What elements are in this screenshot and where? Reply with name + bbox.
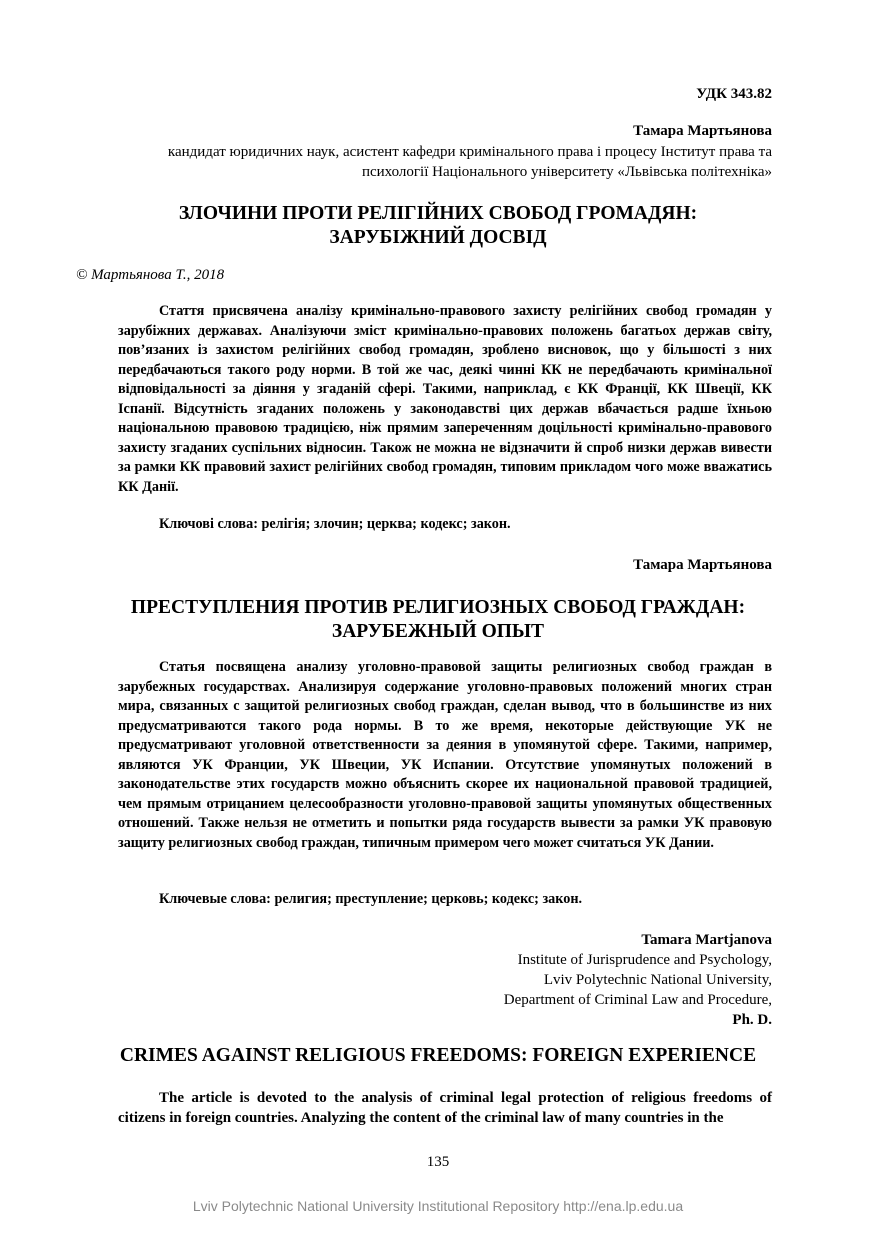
page-number: 135 [426, 1154, 450, 1170]
author-name-en: Tamara Martjanova [641, 932, 772, 948]
title-line: ЗАРУБЕЖНЫЙ ОПЫТ [331, 621, 545, 642]
author-name-ru: Тамара Мартьянова [633, 557, 772, 573]
keywords-ru: Ключевые слова: религия; преступление; церковь; кодекс; закон. [159, 891, 583, 907]
abstract-ua: Стаття присвячена аналізу кримінально-правового захисту релігійних свобод громадян у зарубіжних державах. Аналізуючи зміст кримінально-правових положень багатьох держав світу, пов’язаних із захистом релігійних свобод громадян, зроблено висновок, що у більшості з них передбачаються такого роду норми. В той же час, деякі чинні КК не передбачають кримінальної відповідальності за діяння у згаданій сфері. Такими, наприклад, є КК Франції, КК Швеції, КК Іспанії. Відсутність згаданих положень у законодавстві цих держав вбачається радше їхньою національною правовою традицією, ніж прямим запереченням доцільності кримінально-правового захисту згаданих суспільних відносин. Також не можна не відзначити й спроб низки держав вивести за рамки КК правовий захист релігійних свобод громадян, типовим прикладом чого може вважатись КК Данії. [118, 303, 772, 495]
repository-footer: Lviv Polytechnic National University Institutional Repository http://ena.lp.edu.ua [192, 1198, 684, 1214]
title-line: ПРЕСТУПЛЕНИЯ ПРОТИВ РЕЛИГИОЗНЫХ СВОБОД ГРАЖДАН: [130, 597, 746, 618]
copyright-note: © Мартьянова Т., 2018 [76, 267, 225, 283]
article-title-en: CRIMES AGAINST RELIGIOUS FREEDOMS: FOREIGN EXPERIENCE [119, 1045, 757, 1066]
keywords-ua: Ключові слова: релігія; злочин; церква; кодекс; закон. [159, 516, 511, 532]
title-line: ЗАРУБІЖНИЙ ДОСВІД [329, 227, 547, 248]
affiliation-line: Lviv Polytechnic National University, [543, 972, 772, 988]
affiliation-line: психології Національного університету «Львівська політехніка» [361, 164, 772, 180]
title-line: ЗЛОЧИНИ ПРОТИ РЕЛІГІЙНИХ СВОБОД ГРОМАДЯН: [178, 203, 698, 224]
author-name-ua: Тамара Мартьянова [633, 123, 772, 139]
abstract-en: The article is devoted to the analysis of criminal legal protection of religious freedoms of citizens in foreign countries. Analyzing the content of the criminal law of many countries in the [118, 1090, 772, 1126]
author-block-en [400, 930, 772, 1030]
affiliation-line: Department of Criminal Law and Procedure, [503, 992, 772, 1008]
author-degree: Ph. D. [732, 1012, 772, 1028]
author-affiliation-ua [80, 142, 772, 182]
udk-code: УДК 343.82 [696, 86, 772, 102]
article-title-ua [80, 202, 796, 250]
abstract-ru: Статья посвящена анализу уголовно-правовой защиты религиозных свобод граждан в зарубежных государствах. Анализируя содержание уголовно-правовых положений многих стран мира, связанных с защитой религиозных свобод граждан, сделан вывод, что в большинстве из них предусматриваются такого рода нормы. В то же время, некоторые действующие УК не предусматривают уголовной ответственности за деяния в упомянутой сфере. Такими, например, являются УК Франции, УК Швеции, УК Испании. Отсутствие упомянутых положений в законодательстве этих государств можно объяснить скорее их национальной правовой традицией, чем прямым отрицанием целесообразности уголовно-правовой защиты упомянутых общественных отношений. Также нельзя не отметить и попытки ряда государств вывести за рамки УК правовую защиту религиозных свобод граждан, типичным примером чего может считаться УК Дании. [118, 659, 772, 851]
affiliation-line: Institute of Jurisprudence and Psychology, [517, 952, 772, 968]
affiliation-line: кандидат юридичних наук, асистент кафедри кримінального права і процесу Інститут права та [167, 144, 772, 160]
article-title-ru [70, 596, 806, 644]
